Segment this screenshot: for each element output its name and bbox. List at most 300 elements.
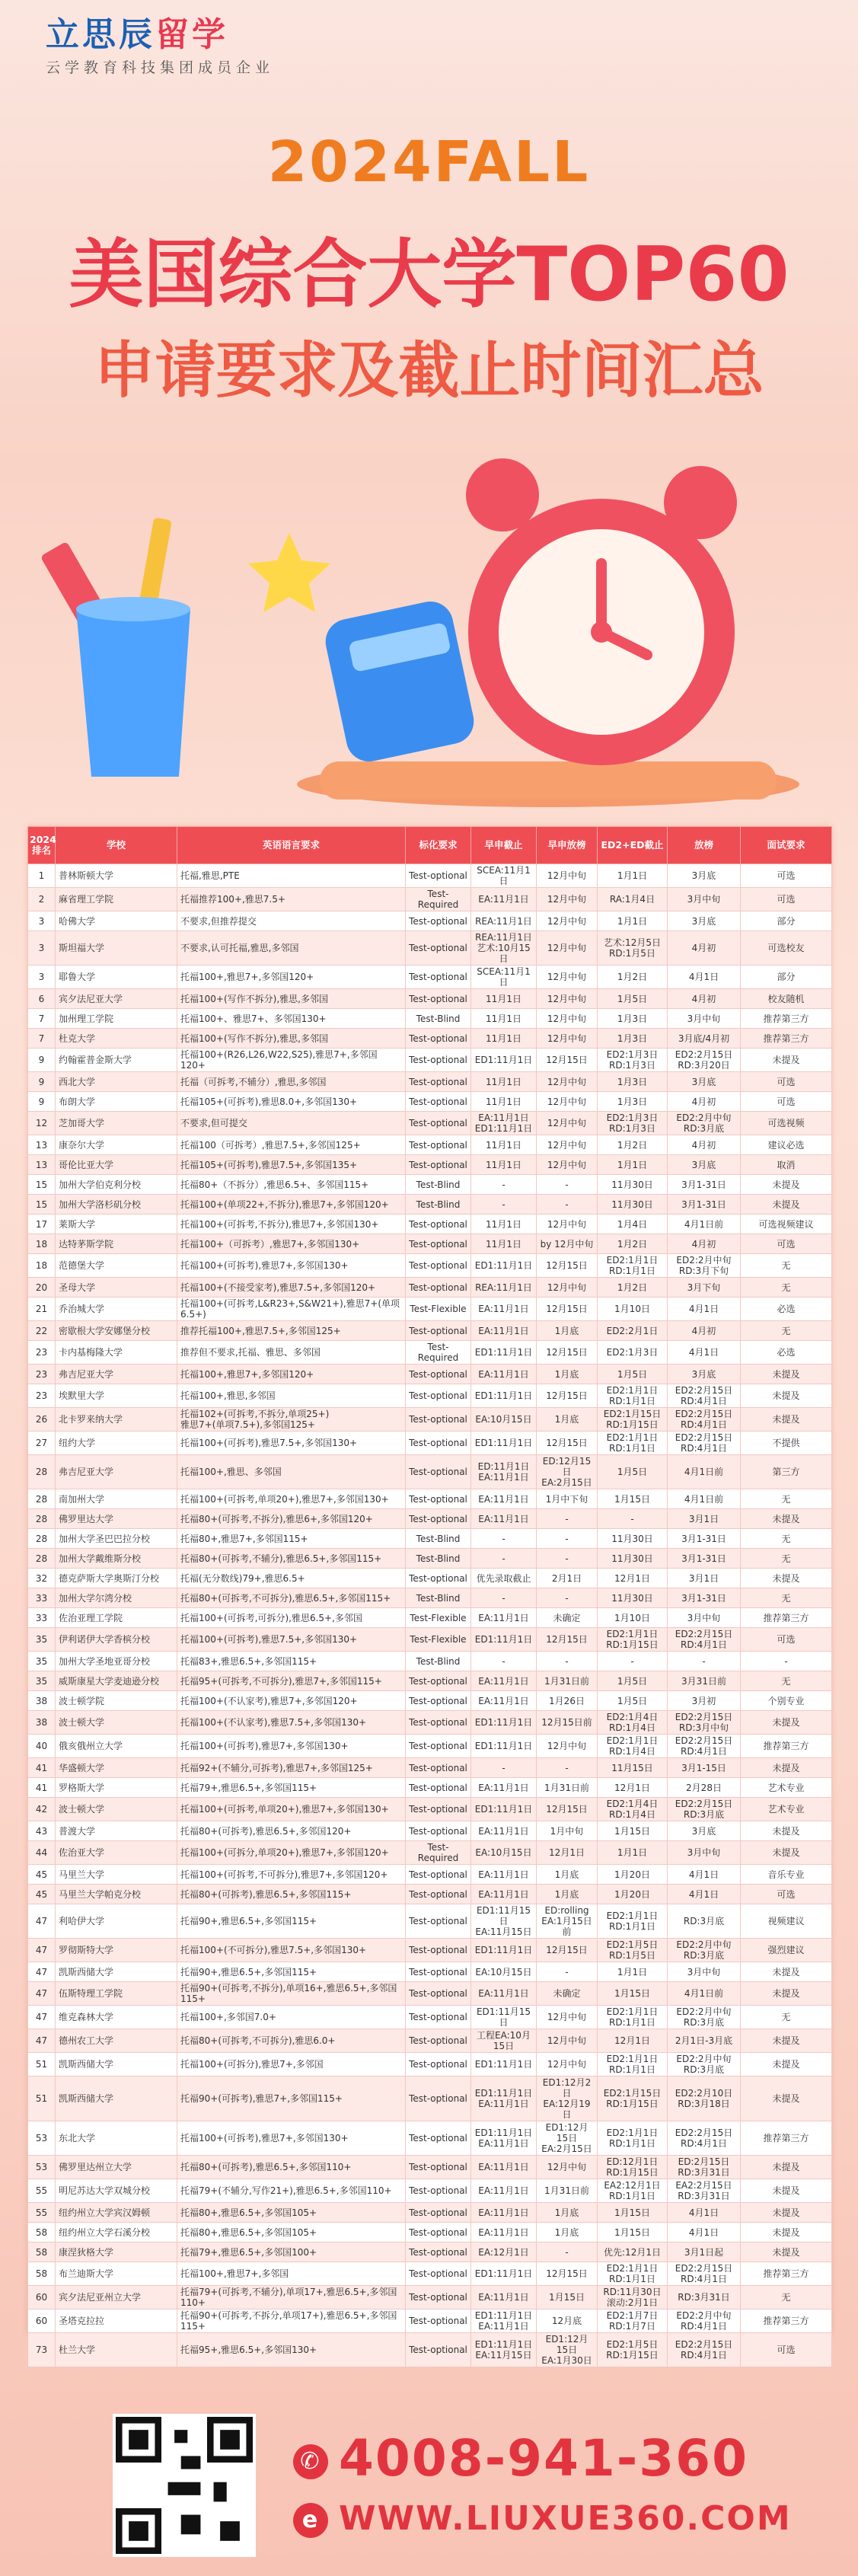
table-cell: ED2:1月7日 RD:1月7日 [598,2309,668,2333]
table-cell: 杜兰大学 [56,2333,177,2367]
table-cell: 无 [741,2286,832,2309]
table-row [28,2179,832,2203]
table-cell: 托福100+(可拆考),雅思7+,多邻国130+ [177,2121,406,2156]
table-cell: - [537,1529,598,1549]
table-cell: EA:11月1日 [471,1671,537,1691]
table-cell: 托福90+,雅思6.5+,多邻国115+ [177,1962,406,1982]
table-cell: 可选 [741,864,832,888]
table-cell: RD:3月底 [668,1904,741,1939]
table-cell: 加州大学洛杉矶分校 [56,1195,177,1215]
table-cell: 1月底 [537,1865,598,1885]
table-cell: ED2:1月5日 RD:1月15日 [598,2333,668,2367]
table-cell: ED2:2月15日 RD:4月1日 [668,1408,741,1432]
table-cell: Test-optional [406,1758,471,1778]
table-cell: ED1:12月2日 EA:12月19日 [537,2076,598,2121]
table-cell: 托福100+,雅思,多邻国 [177,1384,406,1408]
table-cell: 1月31日前 [537,1671,598,1691]
column-header: 英语语言要求 [177,827,406,864]
table-cell: 波士顿大学 [56,1798,177,1821]
table-cell: 1月20日 [598,1885,668,1904]
table-cell: 1月15日 [598,2223,668,2242]
table-cell: 推荐但不要求,托福、雅思、多邻国 [177,1341,406,1365]
table-cell: 23 [28,1341,56,1365]
table-row [28,931,832,966]
table-cell: 罗彻斯特大学 [56,1939,177,1962]
table-row [28,2286,832,2309]
table-cell: 托福100+(可拆考),雅思7.5+,多邻国130+ [177,1628,406,1652]
table-cell: 3月1日 [668,1509,741,1529]
table-cell: Test-optional [406,1982,471,2006]
table-row [28,2242,832,2262]
table-cell: 20 [28,1278,56,1298]
table-cell: ED2:1月1日 RD:1月1日 [598,2053,668,2076]
column-header: ED2+ED截止 [598,827,668,864]
table-cell: Test-optional [406,2076,471,2121]
table-cell: ED2:1月1日 RD:1月1日 [598,1904,668,1939]
table-cell: ED2:2月15日 RD:4月1日 [668,2262,741,2286]
table-cell: 托福100+(可拆考,不可拆分),雅思7+,多邻国120+ [177,1865,406,1885]
table-cell: 15 [28,1175,56,1195]
table-cell: 28 [28,1489,56,1509]
table-cell: 3月底 [668,1365,741,1384]
table-row [28,1841,832,1865]
table-cell: 3月中旬 [668,1608,741,1628]
table-cell: EA:11月1日 [471,888,537,911]
table-cell: 4月1日前 [668,1982,741,2006]
table-row [28,1112,832,1135]
table-cell: 51 [28,2076,56,2121]
table-cell: 47 [28,2006,56,2029]
table-cell: Test-optional [406,2223,471,2242]
table-cell: 普林斯顿大学 [56,864,177,888]
table-cell: 托福100+,多邻国7.0+ [177,2006,406,2029]
table-cell: EA2:2月15日 RD:3月31日 [668,2179,741,2203]
table-cell: EA:11月1日 [471,1608,537,1628]
table-row [28,1735,832,1758]
table-cell: 推荐第三方 [741,1029,832,1049]
table-cell: 1月3日 [598,1029,668,1049]
table-cell: Test-Blind [406,1195,471,1215]
table-cell: 凯斯西储大学 [56,2076,177,2121]
table-cell: ED2:1月1日 RD:1月1日 [598,2006,668,2029]
table-cell: 波士顿学院 [56,1691,177,1711]
table-cell: 12月中旬 [537,1215,598,1234]
table-cell: 伍斯特理工学院 [56,1982,177,2006]
table-row [28,2223,832,2242]
table-cell: 推荐第三方 [741,2262,832,2286]
table-cell: 未提及 [741,1049,832,1072]
table-cell: Test-Flexible [406,1298,471,1321]
table-cell: 13 [28,1135,56,1155]
table-cell: 12月中旬 [537,989,598,1009]
table-cell: ED:12月1日 RD:1月15日 [598,2156,668,2179]
table-cell: 无 [741,1278,832,1298]
table-cell: ED1:11月1日 [471,1049,537,1072]
table-cell: 9 [28,1092,56,1112]
table-cell: Test-Blind [406,1549,471,1569]
table-cell: 12月中旬 [537,1278,598,1298]
table-cell: - [537,1962,598,1982]
table-cell: - [471,1549,537,1569]
table-cell: 11月15日 [598,1758,668,1778]
table-cell: 9 [28,1072,56,1092]
table-cell: 12月中旬 [537,1735,598,1758]
table-cell: 托福100+(不认家考),雅思7.5+,多邻国130+ [177,1711,406,1735]
table-cell: 伊利诺伊大学香槟分校 [56,1628,177,1652]
table-cell: 加州大学戴维斯分校 [56,1549,177,1569]
table-cell: EA:11月1日 [471,1865,537,1885]
table-cell: 取消 [741,1155,832,1175]
table-cell: - [537,1758,598,1778]
table-cell: 1月中下旬 [537,1489,598,1509]
table-cell: Test-Blind [406,1529,471,1549]
table-cell: ED1:11月15日 EA:11月15日 [471,1904,537,1939]
table-cell: Test-optional [406,2006,471,2029]
table-cell: 佐治亚理工学院 [56,1608,177,1628]
table-cell: 3月初 [668,1691,741,1711]
table-cell: 托福80+(可拆考,不可拆分),雅思6.0+ [177,2029,406,2053]
table-cell: 托福90+(可拆考,不拆分),单项16+,雅思6.5+,多邻国115+ [177,1982,406,2006]
table-cell: EA:11月1日 [471,1365,537,1384]
table-cell: SCEA:11月1日 [471,966,537,989]
table-cell: 托福100+(可拆考),雅思7.5+,多邻国130+ [177,1432,406,1455]
table-row [28,1072,832,1092]
table-cell: ED2:2月15日 RD:4月1日 [668,2333,741,2367]
table-cell: 托福100+,雅思7+,多邻国120+ [177,1365,406,1384]
table-cell: 41 [28,1778,56,1798]
table-cell: EA:10月15日 [471,1408,537,1432]
table-row [28,2262,832,2286]
table-cell: 托福80+,雅思6.5+,多邻国105+ [177,2203,406,2223]
table-cell: RA:1月4日 [598,888,668,911]
table-cell: 托福100+,雅思7+,多邻国 [177,2262,406,2286]
table-cell: 12月15日前 [537,1711,598,1735]
table-cell: 47 [28,1939,56,1962]
table-cell: 华盛顿大学 [56,1758,177,1778]
table-cell: 康涅狄格大学 [56,2242,177,2262]
table-cell: 宾夕法尼亚大学 [56,989,177,1009]
table-cell: Test-optional [406,989,471,1009]
table-cell: 莱斯大学 [56,1215,177,1234]
table-cell: 利哈伊大学 [56,1904,177,1939]
table-cell: 托福80+(可拆考,不拆分),雅思6+,多邻国120+ [177,1509,406,1529]
table-cell: 可选 [741,2333,832,2367]
table-cell: 3月下旬 [668,1278,741,1298]
table-cell: 必选 [741,1341,832,1365]
table-cell: 6 [28,989,56,1009]
table-cell: 12月中旬 [537,1009,598,1029]
table-cell: 可选 [741,888,832,911]
table-cell: 托福80+,雅思6.5+,多邻国105+ [177,2223,406,2242]
table-row [28,1321,832,1341]
table-cell: ED2:1月4日 RD:1月4日 [598,1711,668,1735]
table-cell: 2月1日 [537,1569,598,1588]
table-cell: 58 [28,2242,56,2262]
table-cell: Test-optional [406,864,471,888]
table-cell: 强烈建议 [741,1939,832,1962]
table-cell: 圣塔克拉拉 [56,2309,177,2333]
brand-name: 立思辰 [46,15,155,54]
table-cell: 12月中旬 [537,864,598,888]
table-cell: EA:11月1日 [471,1321,537,1341]
table-cell: 1月2日 [598,1234,668,1254]
table-cell: 密歇根大学安娜堡分校 [56,1321,177,1341]
requirements-table [27,826,831,2366]
table-cell: EA:11月1日 [471,1885,537,1904]
table-cell: EA:11月1日 [471,2286,537,2309]
table-cell: 51 [28,2053,56,2076]
website-link[interactable] [293,2499,792,2538]
table-cell: 3月底 [668,1155,741,1175]
table-cell: 40 [28,1735,56,1758]
table-row [28,1588,832,1608]
table-cell: Test-optional [406,1112,471,1135]
table-cell: 凯斯西储大学 [56,1962,177,1982]
table-cell: 可选视频建议 [741,1215,832,1234]
table-cell: ED2:1月1日 RD:1月1日 [598,2121,668,2156]
table-cell: 威斯康星大学麦迪逊分校 [56,1671,177,1691]
table-cell: 约翰霍普金斯大学 [56,1049,177,1072]
table-cell: 12月中旬 [537,1092,598,1112]
table-cell: 1月中旬 [537,1821,598,1841]
table-cell: 麻省理工学院 [56,888,177,911]
table-cell: ED2:2月中旬 RD:3月底 [668,2006,741,2029]
table-row [28,864,832,888]
table-cell: 无 [741,1671,832,1691]
table-cell: 12月15日 [537,2262,598,2286]
table-cell: - [537,1195,598,1215]
table-cell: 马里兰大学帕克分校 [56,1885,177,1904]
table-cell: 工程EA:10月15日 [471,2029,537,2053]
table-cell: ED1:11月1日 [471,1735,537,1758]
table-cell: 4月初 [668,1234,741,1254]
table-cell: 托福（可拆考,不辅分）,雅思,多邻国 [177,1072,406,1092]
table-cell: ED:2月15日 RD:3月31日 [668,2156,741,2179]
table-cell: 托福92+(不辅分,可拆考),雅思7+,多邻国125+ [177,1758,406,1778]
table-cell: 4月1日 [668,1341,741,1365]
table-cell: Test-optional [406,2156,471,2179]
table-cell: ED1:11月1日 [471,2262,537,2286]
table-cell: 托福100+(不认家考),雅思7+,多邻国120+ [177,1691,406,1711]
table-cell: EA:11月1日 [471,1298,537,1321]
table-cell: 1月底 [537,1408,598,1432]
table-cell: 1月31日前 [537,2179,598,2203]
table-cell: Test-Blind [406,1175,471,1195]
table-cell: Test-optional [406,1569,471,1588]
table-cell: 3月1-31日 [668,1549,741,1569]
table-cell: 21 [28,1298,56,1321]
table-cell: 托福79+(不辅分,写作21+),雅思6.5+,多邻国110+ [177,2179,406,2203]
table-cell: 3月底 [668,1072,741,1092]
table-row [28,2156,832,2179]
table-cell: 3月1-31日 [668,1175,741,1195]
table-cell: 纽约州立大学宾汉姆顿 [56,2203,177,2223]
table-cell: 托福105+(可拆考),雅思8.0+,多邻国130+ [177,1092,406,1112]
table-cell: 28 [28,1509,56,1529]
table-cell: ED2:1月3日 RD:1月3日 [598,1049,668,1072]
table-cell: Test-optional [406,1155,471,1175]
table-cell: 未提及 [741,2053,832,2076]
phone-icon: ✆ [293,2444,328,2479]
table-cell: EA:11月1日 ED1:11月1日 [471,1112,537,1135]
table-cell: by 12月中旬 [537,1234,598,1254]
title-main: 美国综合大学TOP60 [69,231,789,318]
table-cell: 2 [28,888,56,911]
table-cell: 1月底 [537,2203,598,2223]
table-row [28,1652,832,1671]
table-cell: Test-optional [406,1234,471,1254]
table-cell: Test-optional [406,1384,471,1408]
table-cell: 12月中旬 [537,2006,598,2029]
table-cell: 12月15日 [537,1254,598,1278]
table-cell: 3 [28,911,56,931]
star-icon [248,533,330,612]
table-cell: 11月30日 [598,1175,668,1195]
table-cell: 芝加哥大学 [56,1112,177,1135]
title-year: 2024FALL [267,129,591,195]
table-cell: ED1:11月1日 EA:11月15日 [471,2333,537,2367]
table-cell: 4月初 [668,1135,741,1155]
table-cell: Test-optional [406,966,471,989]
table-row [28,2029,832,2053]
table-cell: 11月1日 [471,1215,537,1234]
table-cell: EA:10月15日 [471,1962,537,1982]
table-cell: Test-Required [406,888,471,911]
table-cell: 53 [28,2121,56,2156]
table-cell: 托福100+,雅思、多邻国 [177,1455,406,1489]
table-cell: - [537,2242,598,2262]
table-cell: 12月中旬 [537,931,598,966]
table-cell: 凯斯西储大学 [56,2053,177,2076]
table-cell: 托福79+,雅思6.5+,多邻国115+ [177,1778,406,1798]
table-cell: 乔治城大学 [56,1298,177,1321]
table-cell: RD:11月30日 滚动:2月1日 [598,2286,668,2309]
table-cell: 3 [28,966,56,989]
table-cell: 1月1日 [598,864,668,888]
table-cell: 佛罗里达大学 [56,1509,177,1529]
table-cell: ED1:11月1日 EA:11月1日 [471,2076,537,2121]
table-cell: 3月1-31日 [668,1588,741,1608]
table-cell: 28 [28,1549,56,1569]
table-cell: 无 [741,1529,832,1549]
table-cell: 建议必选 [741,1135,832,1155]
table-cell: ED2:1月1日 RD:1月1日 [598,1254,668,1278]
table-cell: Test-optional [406,1072,471,1092]
table-cell: 未提及 [741,1509,832,1529]
table-row [28,1195,832,1215]
table-row [28,1798,832,1821]
table-cell: ED:12月15日 EA:2月15日 [537,1455,598,1489]
table-cell: 卡内基梅隆大学 [56,1341,177,1365]
table-cell: 12月15日 [537,1939,598,1962]
table-cell: 未确定 [537,1982,598,2006]
table-cell: ED2:2月15日 RD:4月1日 [668,1628,741,1652]
table-row [28,1821,832,1841]
table-row [28,1628,832,1652]
table-cell: ED2:2月15日 RD:3月20日 [668,1049,741,1072]
table-cell: ED2:1月3日 RD:1月3日 [598,1112,668,1135]
table-cell: 德克萨斯大学奥斯汀分校 [56,1569,177,1588]
table-cell: 4月初 [668,1092,741,1112]
table-cell: Test-Required [406,1341,471,1365]
table-cell: 12 [28,1112,56,1135]
table-cell: 托福80+(可拆考,不可拆分),雅思6.5+,多邻国115+ [177,1588,406,1608]
table-cell: RD:3月31日 [668,2286,741,2309]
table-cell: 3月1日起 [668,2242,741,2262]
table-row [28,1215,832,1234]
table-row [28,1549,832,1569]
table-cell: 优先:12月1日 [598,2242,668,2262]
table-cell: 3月1-31日 [668,1195,741,1215]
table-cell: 3月底/4月初 [668,1029,741,1049]
table-cell: 12月中旬 [537,911,598,931]
table-cell: 未提及 [741,1962,832,1982]
table-cell: Test-optional [406,1939,471,1962]
table-cell: ED1:11月1日 [471,1628,537,1652]
table-cell: 西北大学 [56,1072,177,1092]
table-cell: 4月1日 [668,2223,741,2242]
table-cell: 18 [28,1234,56,1254]
table-cell: 推荐第三方 [741,1735,832,1758]
table-cell: 43 [28,1821,56,1841]
table-cell: 托福100+(R26,L26,W22,S25),雅思7+,多邻国120+ [177,1049,406,1072]
table-row [28,1885,832,1904]
table-cell: 未提及 [741,1841,832,1865]
table-cell: 未提及 [741,2203,832,2223]
table-cell: 18 [28,1254,56,1278]
table-cell: 加州大学尔湾分校 [56,1588,177,1608]
table-cell: 1月15日 [537,2286,598,2309]
table-cell: 艺术专业 [741,1798,832,1821]
table-cell: 无 [741,1254,832,1278]
brand-name-accent: 留学 [155,15,228,54]
table-cell: 1月5日 [598,1671,668,1691]
table-cell: Test-optional [406,2203,471,2223]
table-cell: Test-optional [406,1455,471,1489]
table-row [28,1298,832,1321]
table-cell: 60 [28,2309,56,2333]
table-cell: - [668,1652,741,1671]
table-cell: 47 [28,1904,56,1939]
table-cell: 27 [28,1432,56,1455]
table-cell: 12月15日 [537,1798,598,1821]
table-cell: 布兰迪斯大学 [56,2262,177,2286]
table-cell: 未提及 [741,1569,832,1588]
table-cell: 1月5日 [598,1365,668,1384]
phone-number[interactable] [293,2429,748,2488]
table-cell: 校友随机 [741,989,832,1009]
table-cell: ED:11月1日 EA:11月1日 [471,1455,537,1489]
alarm-clock-illustration [46,449,807,807]
table-cell: 47 [28,1962,56,1982]
table-cell: ED2:1月1日 RD:1月1日 [598,1384,668,1408]
table-cell: Test-Flexible [406,1628,471,1652]
table-cell: 11月30日 [598,1529,668,1549]
table-cell: 托福95+(可拆考,不可拆分),雅思7+,多邻国115+ [177,1671,406,1691]
table-cell: 俄亥俄州立大学 [56,1735,177,1758]
table-cell: ED2:1月1日 RD:1月1日 [598,1432,668,1455]
table-cell: 哈佛大学 [56,911,177,931]
bag-icon [321,597,478,765]
table-cell: 部分 [741,911,832,931]
table-cell: 明尼苏达大学双城分校 [56,2179,177,2203]
table-cell: 1月31日前 [537,1778,598,1798]
table-row [28,1711,832,1735]
table-cell: 普渡大学 [56,1821,177,1841]
table-cell: 12月底 [537,2309,598,2333]
table-cell: 11月1日 [471,1092,537,1112]
brand-logo [46,14,274,77]
